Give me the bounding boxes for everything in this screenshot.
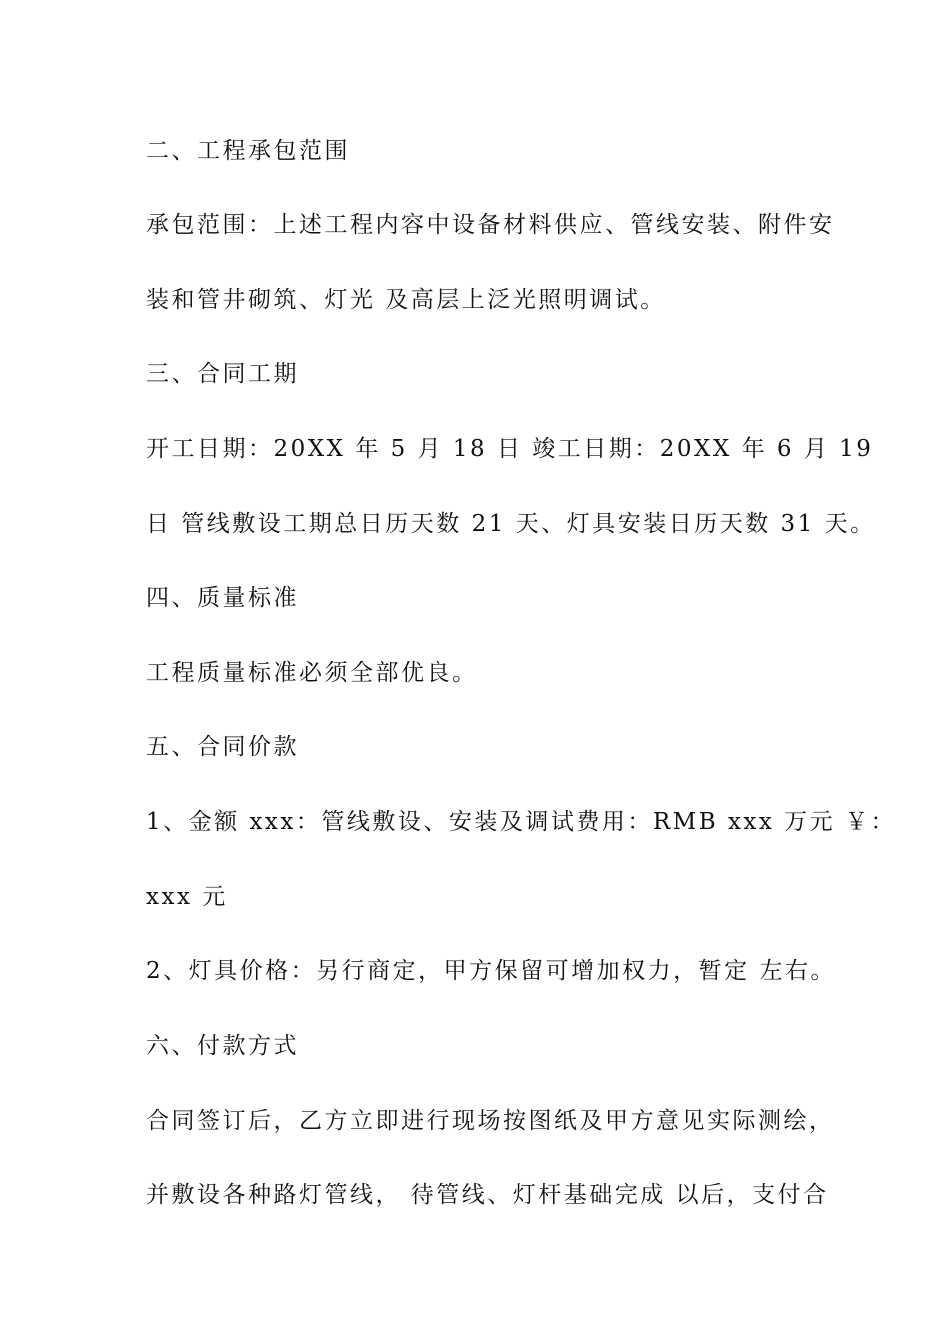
section-heading-price: 五、合同价款 [146,734,299,760]
paragraph-line: 并敷设各种路灯管线， 待管线、灯杆基础完成 以后，支付合 [146,1182,829,1208]
paragraph-line: xxx 元 [146,884,228,910]
paragraph-line: 日 管线敷设工期总日历天数 21 天、灯具安装日历天数 31 天。 [146,511,876,537]
paragraph-line: 开工日期：20XX 年 5 月 18 日 竣工日期：20XX 年 6 月 19 [146,436,874,462]
section-heading-quality: 四、质量标准 [146,585,299,611]
paragraph-line: 2、灯具价格：另行商定，甲方保留可增加权力，暂定 左右。 [146,958,836,984]
paragraph-line: 承包范围：上述工程内容中设备材料供应、管线安装、附件安 [146,212,835,238]
paragraph-line: 1、金额 xxx：管线敷设、安装及调试费用：RMB xxx 万元 ￥： [146,809,896,835]
paragraph-line: 工程质量标准必须全部优良。 [146,660,478,686]
section-heading-scope: 二、工程承包范围 [146,138,350,164]
paragraph-line: 装和管井砌筑、灯光 及高层上泛光照明调试。 [146,287,666,313]
section-heading-payment: 六、付款方式 [146,1033,299,1059]
paragraph-line: 合同签订后，乙方立即进行现场按图纸及甲方意见实际测绘， [146,1108,835,1134]
section-heading-schedule: 三、合同工期 [146,361,299,387]
